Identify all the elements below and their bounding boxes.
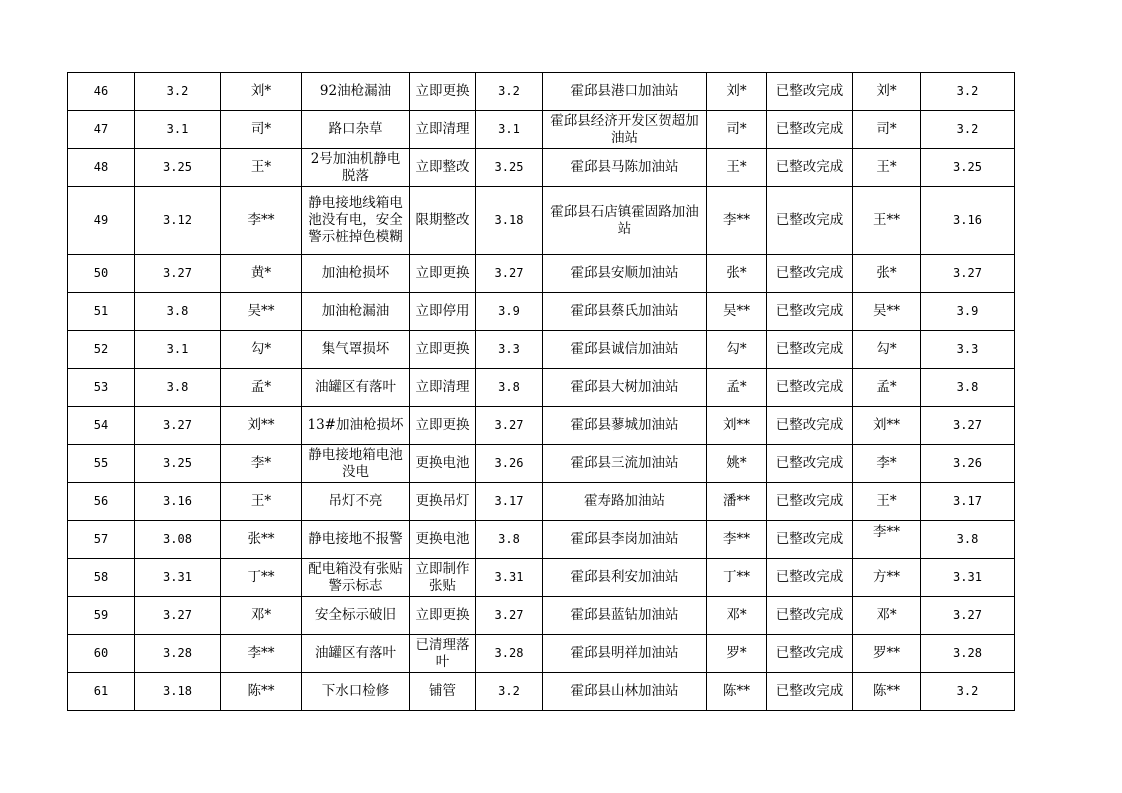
cell-fix-date: 3.2 xyxy=(476,73,543,111)
cell-number: 55 xyxy=(68,445,135,483)
cell-found-date: 3.25 xyxy=(135,445,221,483)
cell-inspector: 刘* xyxy=(221,73,302,111)
cell-verify-date: 3.8 xyxy=(921,369,1015,407)
cell-owner: 陈** xyxy=(707,673,767,711)
cell-verifier: 刘* xyxy=(853,73,921,111)
cell-status: 已整改完成 xyxy=(767,597,853,635)
cell-verifier: 陈** xyxy=(853,673,921,711)
cell-inspector: 丁** xyxy=(221,559,302,597)
cell-verifier: 李* xyxy=(853,445,921,483)
cell-inspector: 吴** xyxy=(221,293,302,331)
table-row xyxy=(68,73,1015,111)
cell-station: 霍邱县蓝钻加油站 xyxy=(543,597,707,635)
table-row xyxy=(68,483,1015,521)
table-row xyxy=(68,635,1015,673)
cell-inspector: 李** xyxy=(221,635,302,673)
cell-inspector: 孟* xyxy=(221,369,302,407)
cell-station: 霍邱县三流加油站 xyxy=(543,445,707,483)
cell-station: 霍寿路加油站 xyxy=(543,483,707,521)
cell-verify-date: 3.17 xyxy=(921,483,1015,521)
cell-verify-date: 3.27 xyxy=(921,407,1015,445)
cell-fix-date: 3.31 xyxy=(476,559,543,597)
cell-station: 霍邱县大树加油站 xyxy=(543,369,707,407)
cell-status: 已整改完成 xyxy=(767,483,853,521)
cell-status: 已整改完成 xyxy=(767,255,853,293)
cell-owner: 姚* xyxy=(707,445,767,483)
cell-verifier: 王* xyxy=(853,483,921,521)
cell-inspector: 勾* xyxy=(221,331,302,369)
cell-status: 已整改完成 xyxy=(767,331,853,369)
cell-issue: 吊灯不亮 xyxy=(302,483,410,521)
cell-inspector: 张** xyxy=(221,521,302,559)
cell-measure: 更换电池 xyxy=(410,445,476,483)
cell-inspector: 王* xyxy=(221,483,302,521)
cell-owner: 孟* xyxy=(707,369,767,407)
cell-measure: 立即整改 xyxy=(410,149,476,187)
cell-station: 霍邱县经济开发区贺超加油站 xyxy=(543,111,707,149)
cell-issue: 静电接地箱电池没电 xyxy=(302,445,410,483)
cell-number: 48 xyxy=(68,149,135,187)
cell-inspector: 陈** xyxy=(221,673,302,711)
cell-found-date: 3.25 xyxy=(135,149,221,187)
cell-found-date: 3.28 xyxy=(135,635,221,673)
cell-measure: 立即更换 xyxy=(410,407,476,445)
cell-number: 47 xyxy=(68,111,135,149)
cell-owner: 潘** xyxy=(707,483,767,521)
cell-status: 已整改完成 xyxy=(767,635,853,673)
cell-owner: 邓* xyxy=(707,597,767,635)
cell-station: 霍邱县明祥加油站 xyxy=(543,635,707,673)
table-row xyxy=(68,293,1015,331)
cell-number: 53 xyxy=(68,369,135,407)
cell-verifier: 勾* xyxy=(853,331,921,369)
cell-verify-date: 3.28 xyxy=(921,635,1015,673)
cell-fix-date: 3.2 xyxy=(476,673,543,711)
cell-verifier: 方** xyxy=(853,559,921,597)
cell-verifier: 司* xyxy=(853,111,921,149)
cell-measure: 立即停用 xyxy=(410,293,476,331)
cell-status: 已整改完成 xyxy=(767,521,853,559)
cell-measure: 立即更换 xyxy=(410,255,476,293)
cell-number: 59 xyxy=(68,597,135,635)
cell-found-date: 3.16 xyxy=(135,483,221,521)
cell-number: 50 xyxy=(68,255,135,293)
cell-fix-date: 3.28 xyxy=(476,635,543,673)
cell-status: 已整改完成 xyxy=(767,369,853,407)
cell-verify-date: 3.31 xyxy=(921,559,1015,597)
cell-issue: 13#加油枪损坏 xyxy=(302,407,410,445)
cell-status: 已整改完成 xyxy=(767,111,853,149)
cell-owner: 刘** xyxy=(707,407,767,445)
cell-verifier: 罗** xyxy=(853,635,921,673)
cell-owner: 刘* xyxy=(707,73,767,111)
cell-status: 已整改完成 xyxy=(767,407,853,445)
cell-measure: 立即清理 xyxy=(410,111,476,149)
cell-fix-date: 3.27 xyxy=(476,407,543,445)
table-row xyxy=(68,521,1015,559)
cell-fix-date: 3.3 xyxy=(476,331,543,369)
cell-status: 已整改完成 xyxy=(767,73,853,111)
cell-found-date: 3.1 xyxy=(135,111,221,149)
cell-inspector: 司* xyxy=(221,111,302,149)
table-row xyxy=(68,369,1015,407)
cell-station: 霍邱县蓼城加油站 xyxy=(543,407,707,445)
table-row xyxy=(68,187,1015,255)
cell-found-date: 3.8 xyxy=(135,369,221,407)
cell-number: 51 xyxy=(68,293,135,331)
cell-number: 46 xyxy=(68,73,135,111)
cell-issue: 下水口检修 xyxy=(302,673,410,711)
cell-owner: 吴** xyxy=(707,293,767,331)
cell-verify-date: 3.2 xyxy=(921,73,1015,111)
cell-verify-date: 3.2 xyxy=(921,111,1015,149)
cell-found-date: 3.08 xyxy=(135,521,221,559)
cell-number: 56 xyxy=(68,483,135,521)
cell-found-date: 3.27 xyxy=(135,597,221,635)
cell-verifier: 刘** xyxy=(853,407,921,445)
cell-number: 60 xyxy=(68,635,135,673)
cell-found-date: 3.1 xyxy=(135,331,221,369)
cell-verify-date: 3.3 xyxy=(921,331,1015,369)
table-row xyxy=(68,673,1015,711)
cell-measure: 立即更换 xyxy=(410,73,476,111)
cell-fix-date: 3.17 xyxy=(476,483,543,521)
cell-inspector: 李* xyxy=(221,445,302,483)
cell-issue: 静电接地线箱电池没有电，安全警示桩掉色模糊 xyxy=(302,187,410,255)
cell-station: 霍邱县李岗加油站 xyxy=(543,521,707,559)
cell-inspector: 李** xyxy=(221,187,302,255)
table-row xyxy=(68,559,1015,597)
cell-inspector: 刘** xyxy=(221,407,302,445)
cell-verify-date: 3.27 xyxy=(921,255,1015,293)
cell-issue: 油罐区有落叶 xyxy=(302,369,410,407)
inspection-table xyxy=(67,72,1015,711)
table-row xyxy=(68,331,1015,369)
cell-found-date: 3.12 xyxy=(135,187,221,255)
cell-verifier: 李** xyxy=(853,521,921,559)
cell-station: 霍邱县安顺加油站 xyxy=(543,255,707,293)
cell-owner: 王* xyxy=(707,149,767,187)
cell-verifier: 王** xyxy=(853,187,921,255)
cell-owner: 张* xyxy=(707,255,767,293)
cell-number: 54 xyxy=(68,407,135,445)
table-row xyxy=(68,445,1015,483)
cell-owner: 司* xyxy=(707,111,767,149)
cell-verifier: 孟* xyxy=(853,369,921,407)
cell-status: 已整改完成 xyxy=(767,445,853,483)
table-row xyxy=(68,407,1015,445)
cell-verifier: 张* xyxy=(853,255,921,293)
cell-verify-date: 3.8 xyxy=(921,521,1015,559)
cell-status: 已整改完成 xyxy=(767,559,853,597)
cell-issue: 集气罩损坏 xyxy=(302,331,410,369)
cell-issue: 加油枪漏油 xyxy=(302,293,410,331)
cell-issue: 静电接地不报警 xyxy=(302,521,410,559)
cell-issue: 油罐区有落叶 xyxy=(302,635,410,673)
cell-number: 61 xyxy=(68,673,135,711)
cell-station: 霍邱县蔡氏加油站 xyxy=(543,293,707,331)
cell-owner: 丁** xyxy=(707,559,767,597)
cell-found-date: 3.31 xyxy=(135,559,221,597)
table-row xyxy=(68,597,1015,635)
cell-station: 霍邱县马陈加油站 xyxy=(543,149,707,187)
cell-number: 57 xyxy=(68,521,135,559)
cell-verify-date: 3.27 xyxy=(921,597,1015,635)
cell-issue: 配电箱没有张贴警示标志 xyxy=(302,559,410,597)
cell-owner: 罗* xyxy=(707,635,767,673)
cell-measure: 铺管 xyxy=(410,673,476,711)
cell-verify-date: 3.9 xyxy=(921,293,1015,331)
cell-verify-date: 3.2 xyxy=(921,673,1015,711)
cell-owner: 李** xyxy=(707,187,767,255)
cell-found-date: 3.18 xyxy=(135,673,221,711)
cell-verify-date: 3.26 xyxy=(921,445,1015,483)
cell-inspector: 王* xyxy=(221,149,302,187)
cell-inspector: 黄* xyxy=(221,255,302,293)
cell-status: 已整改完成 xyxy=(767,673,853,711)
cell-issue: 92油枪漏油 xyxy=(302,73,410,111)
cell-status: 已整改完成 xyxy=(767,293,853,331)
cell-number: 49 xyxy=(68,187,135,255)
cell-issue: 加油枪损坏 xyxy=(302,255,410,293)
cell-found-date: 3.27 xyxy=(135,407,221,445)
table-body xyxy=(68,73,1015,711)
cell-measure: 更换吊灯 xyxy=(410,483,476,521)
cell-station: 霍邱县诚信加油站 xyxy=(543,331,707,369)
cell-fix-date: 3.9 xyxy=(476,293,543,331)
cell-fix-date: 3.18 xyxy=(476,187,543,255)
cell-fix-date: 3.26 xyxy=(476,445,543,483)
cell-issue: 2号加油机静电脱落 xyxy=(302,149,410,187)
cell-found-date: 3.2 xyxy=(135,73,221,111)
cell-number: 58 xyxy=(68,559,135,597)
table-row xyxy=(68,111,1015,149)
cell-verify-date: 3.25 xyxy=(921,149,1015,187)
cell-measure: 限期整改 xyxy=(410,187,476,255)
cell-fix-date: 3.1 xyxy=(476,111,543,149)
table-row xyxy=(68,149,1015,187)
cell-found-date: 3.27 xyxy=(135,255,221,293)
cell-station: 霍邱县港口加油站 xyxy=(543,73,707,111)
cell-station: 霍邱县利安加油站 xyxy=(543,559,707,597)
cell-station: 霍邱县石店镇霍固路加油站 xyxy=(543,187,707,255)
cell-number: 52 xyxy=(68,331,135,369)
cell-status: 已整改完成 xyxy=(767,187,853,255)
cell-fix-date: 3.27 xyxy=(476,597,543,635)
cell-measure: 立即更换 xyxy=(410,331,476,369)
cell-issue: 路口杂草 xyxy=(302,111,410,149)
cell-found-date: 3.8 xyxy=(135,293,221,331)
cell-measure: 立即清理 xyxy=(410,369,476,407)
cell-owner: 勾* xyxy=(707,331,767,369)
cell-status: 已整改完成 xyxy=(767,149,853,187)
cell-station: 霍邱县山林加油站 xyxy=(543,673,707,711)
table-row xyxy=(68,255,1015,293)
cell-measure: 立即更换 xyxy=(410,597,476,635)
cell-fix-date: 3.8 xyxy=(476,521,543,559)
cell-owner: 李** xyxy=(707,521,767,559)
cell-verifier: 王* xyxy=(853,149,921,187)
cell-verifier: 吴** xyxy=(853,293,921,331)
cell-measure: 立即制作张贴 xyxy=(410,559,476,597)
cell-issue: 安全标示破旧 xyxy=(302,597,410,635)
cell-fix-date: 3.27 xyxy=(476,255,543,293)
cell-measure: 已清理落叶 xyxy=(410,635,476,673)
cell-measure: 更换电池 xyxy=(410,521,476,559)
cell-inspector: 邓* xyxy=(221,597,302,635)
cell-fix-date: 3.25 xyxy=(476,149,543,187)
cell-verify-date: 3.16 xyxy=(921,187,1015,255)
cell-fix-date: 3.8 xyxy=(476,369,543,407)
cell-verifier: 邓* xyxy=(853,597,921,635)
